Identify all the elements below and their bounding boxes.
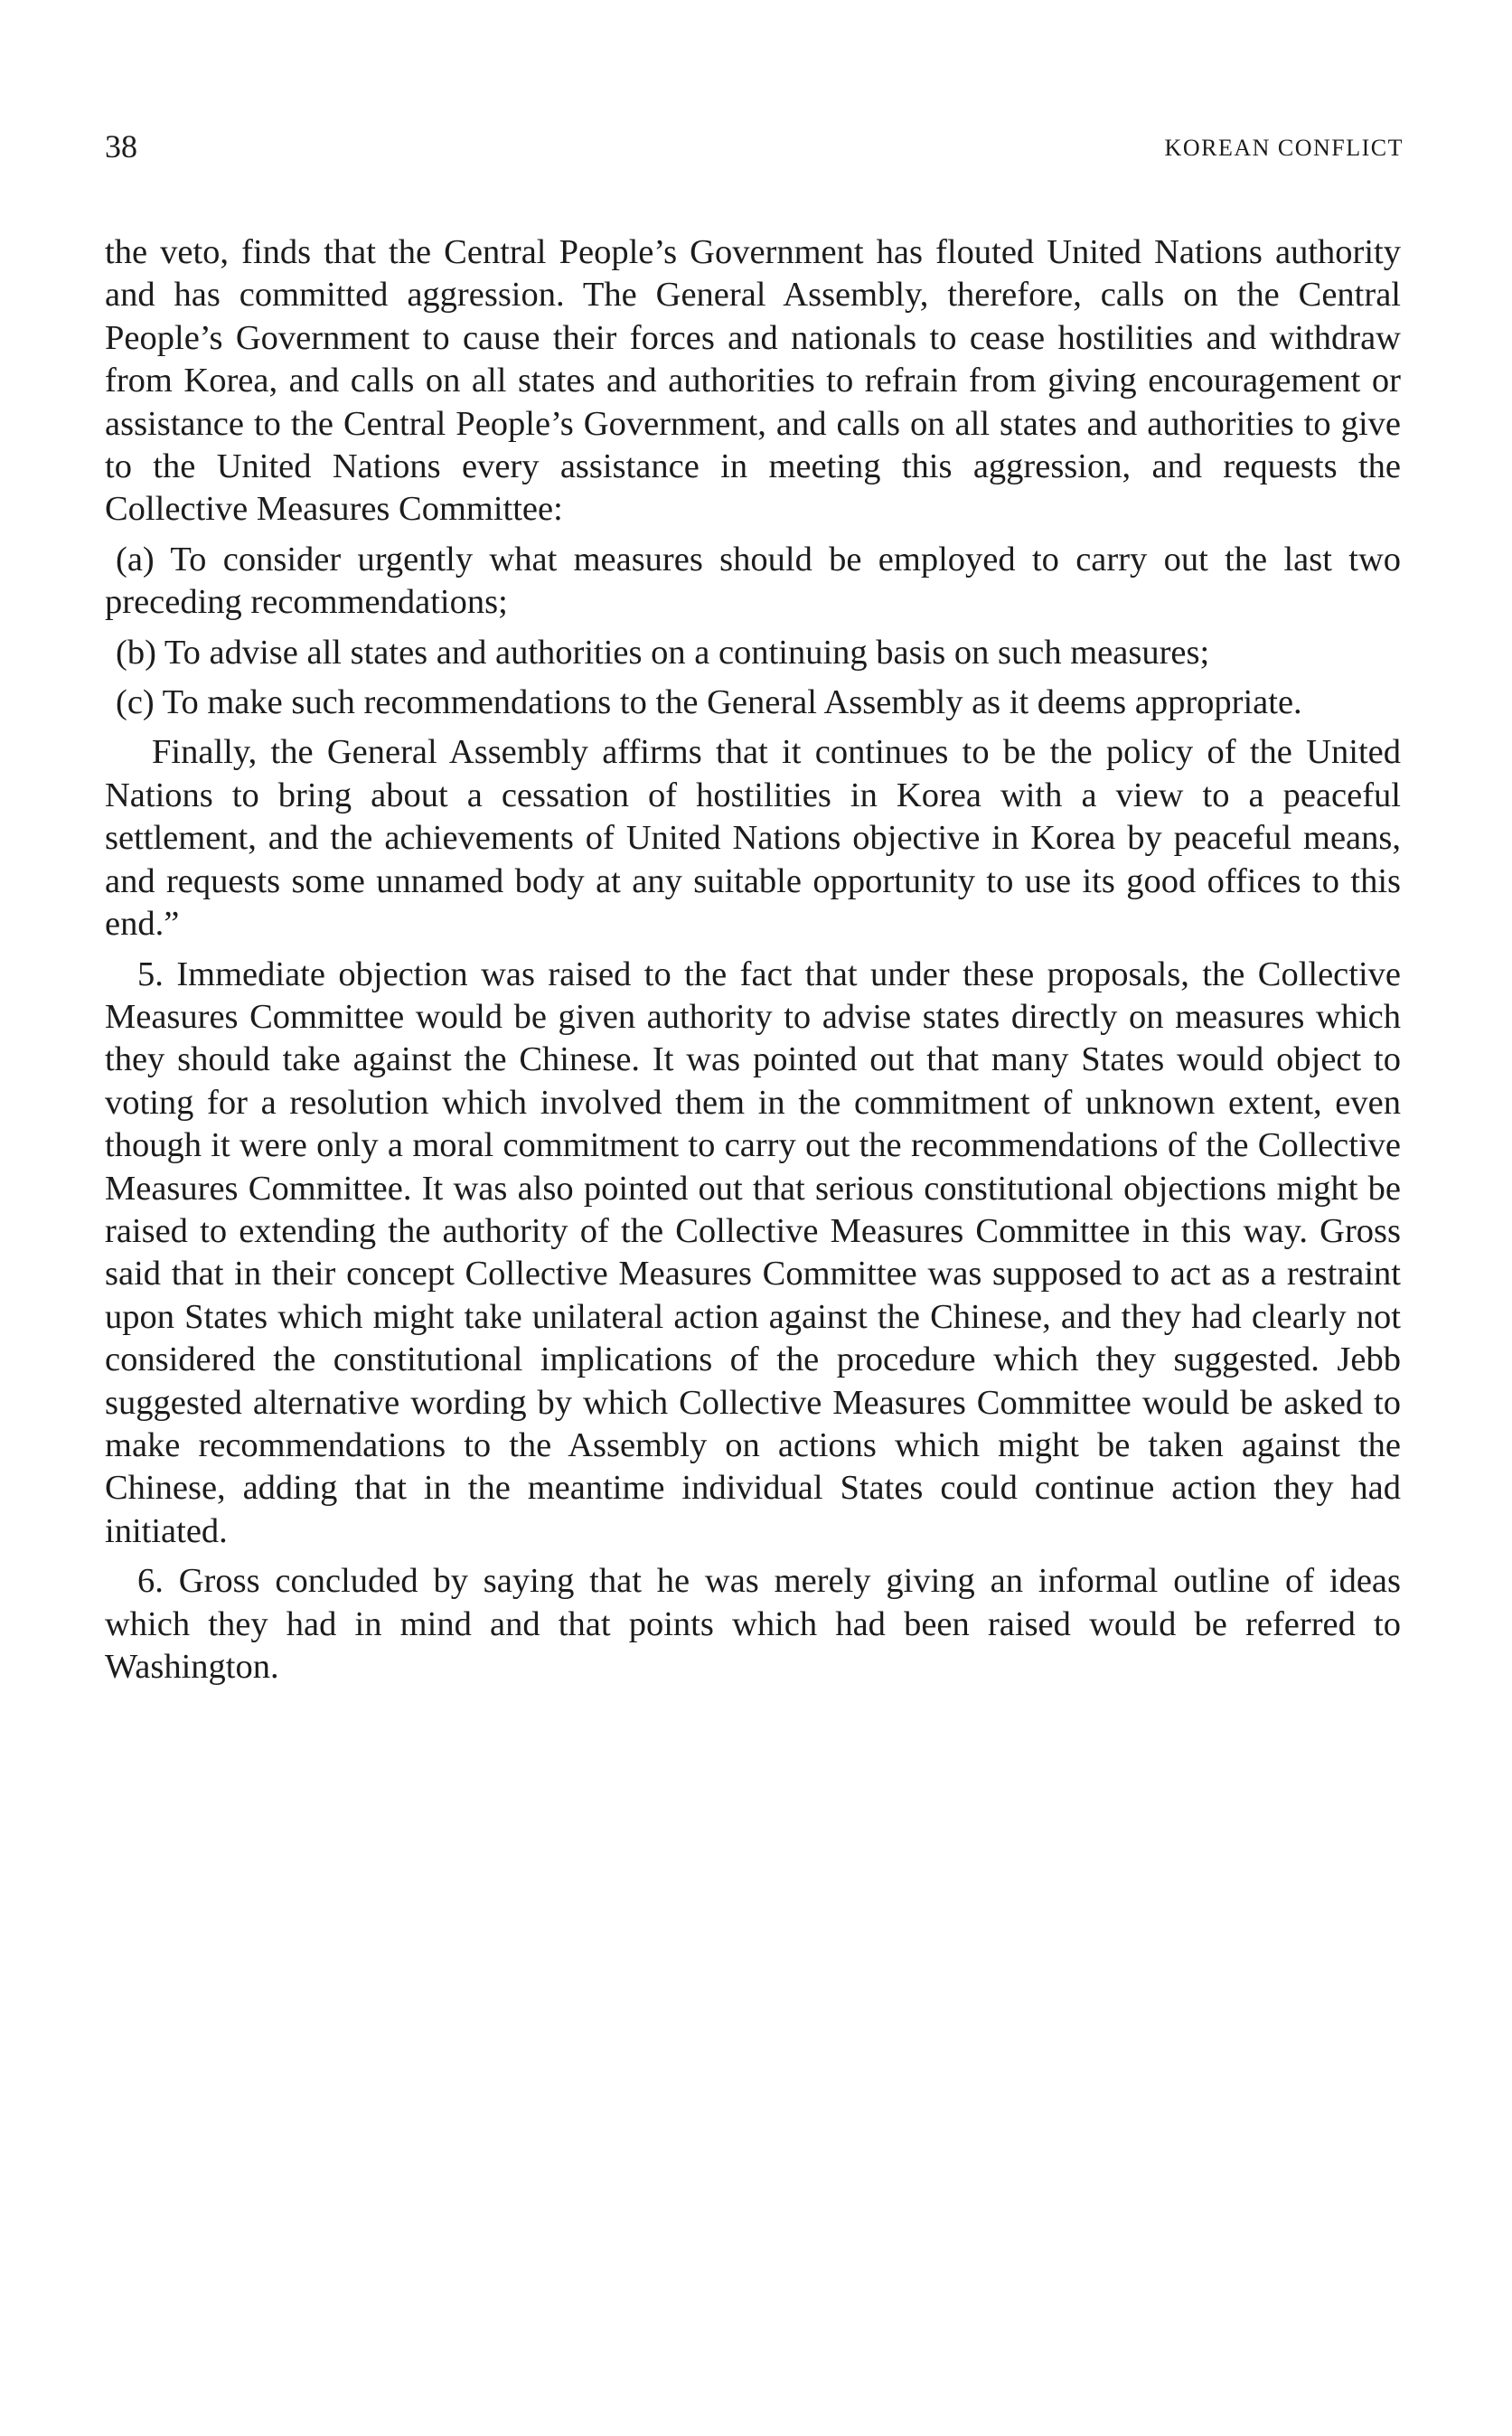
clause-b: (b) To advise all states and authorities on a continuing basis on such measures; [116, 633, 1210, 672]
paragraph-continuation: the veto, finds that the Central People’s Government has flouted United Nations authority and has committed aggression. The General Assembly, therefore, calls on the Central People’s Government to cause their forces and nationals to cease hostilities and withdraw from Korea, and calls on all states and authorities to refrain from giving encouragement or assistance to the Central People’s Government, and calls on all states and authorities to give to the United Nations every assistance in meeting this aggression, and requests the Collective Measures Committee: [105, 233, 1401, 529]
paragraph-finally: Finally, the General Assembly affirms that it continues to be the policy of the United Nations to bring about a cessation of hostilities in Korea with a view to a peaceful settlement, and the achievements of United Nations objective in Korea by peaceful means, and requests some unnamed body at any suitable opportunity to use its good offices to this end.” [105, 733, 1401, 944]
clause-a: (a) To consider urgently what measures should be employed to carry out the last two preceding recommendations; [105, 540, 1401, 622]
paragraph-6: 6. Gross concluded by saying that he was merely giving an informal outline of ideas which they had in mind and that points which had been raised would be referred to Washington. [105, 1562, 1401, 1686]
body-text [105, 231, 1401, 1688]
page-number: 38 [105, 128, 137, 165]
clause-c: (c) To make such recommendations to the General Assembly as it deems appropriate. [116, 683, 1302, 722]
running-title: KOREAN CONFLICT [1164, 135, 1404, 161]
running-head [105, 127, 1404, 166]
paragraph-5: 5. Immediate objection was raised to the fact that under these proposals, the Collective Measures Committee would be given authority to advise states directly on measures which they should take against the Chinese. It was pointed out that many States would object to voting for a resolution which involved them in the commitment of unknown extent, even though it were only a moral commitment to carry out the recommendations of the Collective Measures Committee. It was also pointed out that serious constitutional objections might be raised to extending the authority of the Collective Measures Committee in this way. Gross said that in their concept Collective Measures Committee was supposed to act as a restraint upon States which might take unilateral action against the Chinese, and they had clearly not considered the constitutional implications of the procedure which they suggested. Jebb suggested alternative wording by which Collective Measures Committee would be asked to make recommendations to the Assembly on actions which might be taken against the Chinese, adding that in the meantime individual States could continue action they had initiated. [105, 955, 1401, 1550]
